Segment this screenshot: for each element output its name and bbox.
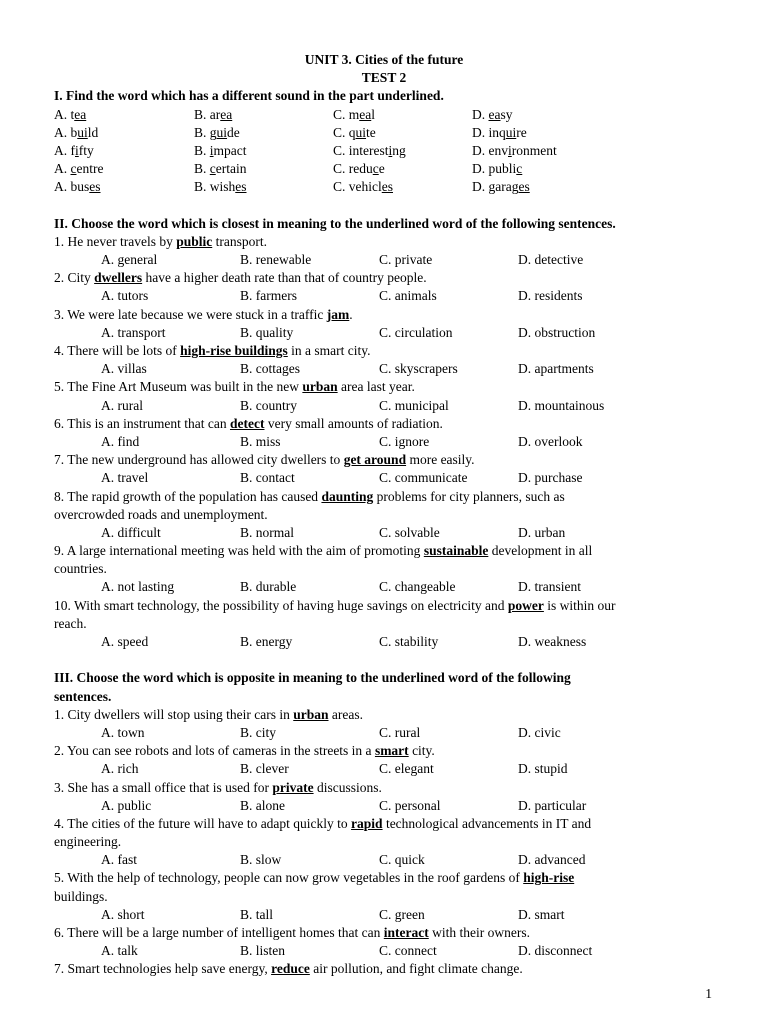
answer-options bbox=[54, 942, 714, 960]
question-pre: reach. bbox=[54, 615, 87, 631]
underlined-word: reduce bbox=[271, 961, 310, 977]
sound-option-a bbox=[54, 178, 101, 196]
option-prefix: A. bus bbox=[54, 179, 90, 195]
answer-options bbox=[54, 469, 714, 487]
underlined-sound: ea bbox=[74, 106, 87, 122]
sound-option-c bbox=[333, 142, 406, 160]
question-pre: 4. There will be lots of bbox=[54, 343, 181, 358]
option-prefix: D. garag bbox=[472, 179, 519, 195]
answer-option: D. civic bbox=[518, 724, 561, 740]
sound-item-row bbox=[54, 106, 714, 124]
underlined-word: high-rise buildings bbox=[180, 343, 288, 358]
answer-option: A. tutors bbox=[101, 288, 149, 304]
question-pre: 5. With the help of technology, people can now grow vegetables in the roof gardens of bbox=[54, 870, 524, 886]
underlined-word: sustainable bbox=[423, 543, 489, 559]
underlined-word: power bbox=[507, 597, 544, 613]
underlined-sound: i bbox=[75, 142, 79, 158]
answer-option: A. find bbox=[101, 433, 140, 449]
answer-option: D. stupid bbox=[518, 761, 568, 777]
answer-option: B. country bbox=[240, 397, 297, 413]
question-pre: 2. You can see robots and lots of cameras in the streets in a bbox=[54, 743, 375, 759]
question-post: in a smart city. bbox=[287, 343, 371, 358]
answer-option: A. short bbox=[101, 906, 145, 922]
answer-options bbox=[54, 578, 714, 596]
sound-option-d bbox=[472, 124, 527, 142]
question-text bbox=[54, 742, 714, 760]
option-prefix: A. f bbox=[54, 142, 75, 158]
sound-option-a bbox=[54, 142, 94, 160]
answer-option: C. connect bbox=[379, 943, 437, 959]
underlined-sound: i bbox=[388, 142, 393, 158]
sound-item-row bbox=[54, 178, 714, 196]
answer-option: C. rural bbox=[379, 724, 421, 740]
question-post: very small amounts of radiation. bbox=[264, 415, 443, 431]
answer-option: C. elegant bbox=[379, 761, 434, 777]
option-prefix: D. inq bbox=[472, 124, 506, 140]
answer-option: C. changeable bbox=[379, 579, 456, 595]
question-text bbox=[54, 269, 714, 287]
answer-options bbox=[54, 851, 714, 869]
underlined-sound: es bbox=[89, 179, 101, 195]
question-pre: 6. This is an instrument that can bbox=[54, 415, 230, 431]
sound-option-b bbox=[194, 178, 247, 196]
question-post: is within our bbox=[543, 597, 616, 613]
option-suffix: entre bbox=[76, 161, 104, 177]
section1-items bbox=[54, 106, 714, 197]
underlined-sound: ui bbox=[216, 124, 228, 140]
answer-options bbox=[54, 287, 714, 305]
option-prefix: D. bbox=[472, 106, 489, 122]
option-suffix: ng bbox=[392, 142, 406, 158]
underlined-sound: ui bbox=[355, 124, 367, 140]
option-prefix: A. t bbox=[54, 106, 75, 122]
answer-option: B. cottages bbox=[240, 361, 300, 377]
answer-option: A. villas bbox=[101, 361, 147, 377]
option-prefix: A. b bbox=[54, 124, 78, 140]
answer-option: D. detective bbox=[518, 252, 584, 268]
option-suffix: de bbox=[227, 124, 240, 140]
sound-option-b bbox=[194, 106, 232, 124]
question-text bbox=[54, 560, 714, 578]
answer-option: B. normal bbox=[240, 524, 294, 540]
answer-option: B. durable bbox=[240, 579, 297, 595]
answer-options bbox=[54, 360, 714, 378]
answer-option: C. green bbox=[379, 906, 425, 922]
option-suffix: ronment bbox=[511, 142, 557, 158]
sound-option-c bbox=[333, 106, 375, 124]
question-text bbox=[54, 506, 714, 524]
question-pre: 9. A large international meeting was held with the aim of promoting bbox=[54, 543, 424, 559]
option-prefix: C. redu bbox=[333, 161, 373, 177]
section2-heading: II. Choose the word which is closest in meaning to the underlined word of the following sentences. bbox=[54, 215, 616, 231]
underlined-word: get around bbox=[343, 452, 407, 468]
answer-options bbox=[54, 524, 714, 542]
question-text bbox=[54, 415, 714, 433]
answer-option: D. weakness bbox=[518, 634, 587, 649]
sound-option-c bbox=[333, 178, 393, 196]
option-suffix: re bbox=[516, 124, 527, 140]
answer-options bbox=[54, 797, 714, 815]
question-pre: overcrowded roads and unemployment. bbox=[54, 506, 268, 522]
answer-option: B. contact bbox=[240, 470, 295, 486]
underlined-sound: ui bbox=[77, 124, 88, 140]
answer-option: B. alone bbox=[240, 797, 285, 813]
answer-option: A. speed bbox=[101, 634, 149, 649]
underlined-word: dwellers bbox=[94, 270, 143, 286]
answer-option: D. particular bbox=[518, 797, 587, 813]
underlined-word: high-rise bbox=[523, 870, 575, 886]
option-suffix: sy bbox=[500, 106, 513, 122]
test-subtitle: TEST 2 bbox=[361, 70, 407, 86]
answer-options bbox=[54, 397, 714, 415]
question-pre: countries. bbox=[54, 561, 107, 577]
question-pre: 1. He never travels by bbox=[54, 233, 177, 249]
section3-heading-line2: sentences. bbox=[54, 688, 112, 704]
option-prefix: C. vehicl bbox=[333, 179, 382, 195]
answer-option: D. overlook bbox=[518, 433, 583, 449]
underlined-word: urban bbox=[302, 379, 338, 395]
answer-options bbox=[54, 324, 714, 342]
question-text bbox=[54, 888, 714, 906]
section3-heading-line1: III. Choose the word which is opposite in meaning to the underlined word of the following bbox=[54, 670, 571, 686]
sound-option-d bbox=[472, 178, 530, 196]
question-pre: 7. Smart technologies help save energy, bbox=[54, 961, 272, 977]
option-prefix: B. wish bbox=[194, 179, 236, 195]
underlined-sound: ea bbox=[488, 106, 501, 122]
underlined-word: detect bbox=[229, 415, 265, 431]
question-text bbox=[54, 960, 714, 978]
answer-option: A. public bbox=[101, 797, 152, 813]
question-text bbox=[54, 306, 714, 324]
sound-option-c bbox=[333, 124, 376, 142]
answer-option: C. personal bbox=[379, 797, 441, 813]
question-text bbox=[54, 833, 714, 851]
answer-option: A. not lasting bbox=[101, 579, 175, 595]
underlined-word: smart bbox=[374, 743, 409, 759]
question-post: development in all bbox=[488, 543, 593, 559]
underlined-sound: i bbox=[209, 142, 214, 158]
question-pre: 7. The new underground has allowed city dwellers to bbox=[54, 452, 344, 468]
answer-option: D. obstruction bbox=[518, 324, 596, 340]
question-text bbox=[54, 378, 714, 396]
question-post: areas. bbox=[328, 706, 363, 722]
underlined-word: public bbox=[176, 233, 213, 249]
answer-option: C. quick bbox=[379, 852, 425, 868]
sound-option-d bbox=[472, 160, 522, 178]
option-prefix: C. m bbox=[333, 106, 360, 122]
option-prefix: B. g bbox=[194, 124, 217, 140]
question-pre: 8. The rapid growth of the population has caused bbox=[54, 488, 322, 504]
question-pre: buildings. bbox=[54, 888, 108, 904]
answer-option: A. general bbox=[101, 252, 158, 268]
answer-option: D. urban bbox=[518, 524, 566, 540]
question-pre: 5. The Fine Art Museum was built in the new bbox=[54, 379, 303, 395]
underlined-sound: i bbox=[508, 142, 512, 158]
section2-questions bbox=[54, 233, 714, 651]
sound-option-d bbox=[472, 106, 513, 124]
answer-option: C. municipal bbox=[379, 397, 449, 413]
underlined-word: daunting bbox=[321, 488, 374, 504]
question-post: with their owners. bbox=[428, 925, 530, 940]
answer-option: B. slow bbox=[240, 852, 282, 868]
answer-option: B. clever bbox=[240, 761, 289, 777]
answer-option: A. travel bbox=[101, 470, 149, 486]
option-suffix: ld bbox=[87, 124, 99, 140]
answer-option: C. stability bbox=[379, 634, 439, 649]
question-pre: 4. The cities of the future will have to adapt quickly to bbox=[54, 815, 352, 831]
option-prefix: D. publi bbox=[472, 161, 517, 177]
question-pre: 2. City bbox=[54, 270, 95, 286]
answer-option: D. smart bbox=[518, 906, 565, 922]
sound-option-a bbox=[54, 106, 86, 124]
question-post: have a higher death rate than that of country people. bbox=[142, 270, 427, 286]
option-suffix: l bbox=[371, 106, 376, 122]
option-suffix: fty bbox=[78, 142, 94, 158]
underlined-word: private bbox=[272, 779, 314, 795]
underlined-sound: c bbox=[209, 161, 216, 177]
answer-option: C. ignore bbox=[379, 433, 430, 449]
question-text bbox=[54, 779, 714, 797]
answer-option: D. disconnect bbox=[518, 943, 593, 959]
question-text bbox=[54, 869, 714, 887]
answer-option: A. fast bbox=[101, 852, 137, 868]
answer-option: A. talk bbox=[101, 943, 138, 959]
option-suffix: ertain bbox=[215, 161, 247, 177]
question-post: . bbox=[349, 306, 353, 322]
answer-option: A. rural bbox=[101, 397, 143, 413]
question-post: problems for city planners, such as bbox=[373, 488, 565, 504]
answer-option: D. transient bbox=[518, 579, 581, 595]
underlined-word: jam bbox=[326, 306, 350, 322]
underlined-sound: es bbox=[235, 179, 247, 195]
option-suffix: te bbox=[366, 124, 376, 140]
answer-options bbox=[54, 633, 714, 651]
question-post: air pollution, and fight climate change. bbox=[309, 961, 523, 977]
question-text bbox=[54, 542, 714, 560]
option-prefix: C. interest bbox=[333, 142, 389, 158]
underlined-sound: ea bbox=[359, 106, 372, 122]
sound-option-b bbox=[194, 142, 247, 160]
option-prefix: D. env bbox=[472, 142, 508, 158]
answer-option: B. city bbox=[240, 724, 276, 740]
answer-option: B. quality bbox=[240, 324, 294, 340]
question-text bbox=[54, 451, 714, 469]
question-post: technological advancements in IT and bbox=[382, 815, 592, 831]
question-post: area last year. bbox=[337, 379, 415, 395]
answer-option: B. tall bbox=[240, 906, 273, 922]
answer-options bbox=[54, 433, 714, 451]
question-pre: 6. There will be a large number of intelligent homes that can bbox=[54, 925, 384, 940]
sound-option-d bbox=[472, 142, 557, 160]
question-text bbox=[54, 924, 714, 942]
question-pre: engineering. bbox=[54, 834, 122, 850]
answer-options bbox=[54, 724, 714, 742]
answer-option: C. solvable bbox=[379, 524, 440, 540]
underlined-sound: es bbox=[518, 179, 530, 195]
question-text bbox=[54, 342, 714, 360]
option-prefix: A. bbox=[54, 161, 71, 177]
worksheet-page bbox=[54, 51, 714, 979]
answer-option: C. skyscrapers bbox=[379, 361, 458, 377]
sound-option-a bbox=[54, 124, 98, 142]
underlined-word: interact bbox=[383, 925, 429, 940]
answer-option: B. farmers bbox=[240, 288, 297, 304]
question-text bbox=[54, 815, 714, 833]
answer-option: D. mountainous bbox=[518, 397, 605, 413]
sound-option-b bbox=[194, 124, 240, 142]
underlined-sound: ui bbox=[505, 124, 517, 140]
section3-questions bbox=[54, 706, 714, 979]
question-text bbox=[54, 597, 714, 615]
question-text bbox=[54, 615, 714, 633]
sound-item-row bbox=[54, 124, 714, 142]
question-post: discussions. bbox=[313, 779, 382, 795]
answer-option: D. purchase bbox=[518, 470, 583, 486]
option-prefix: B. bbox=[194, 142, 210, 158]
question-pre: 1. City dwellers will stop using their cars in bbox=[54, 706, 294, 722]
unit-title: UNIT 3. Cities of the future bbox=[304, 52, 464, 67]
answer-options bbox=[54, 906, 714, 924]
sound-option-a bbox=[54, 160, 103, 178]
answer-options bbox=[54, 760, 714, 778]
answer-option: A. town bbox=[101, 724, 145, 740]
answer-option: B. renewable bbox=[240, 252, 312, 268]
answer-option: C. private bbox=[379, 252, 433, 268]
underlined-sound: es bbox=[381, 179, 393, 195]
question-post: transport. bbox=[212, 233, 267, 249]
underlined-sound: ea bbox=[220, 106, 233, 122]
answer-option: A. transport bbox=[101, 324, 166, 340]
underlined-word: urban bbox=[293, 706, 329, 722]
option-suffix: mpact bbox=[213, 142, 247, 158]
option-prefix: C. q bbox=[333, 124, 356, 140]
answer-option: D. residents bbox=[518, 288, 583, 304]
question-pre: 3. We were late because we were stuck in a traffic bbox=[54, 306, 327, 322]
answer-options bbox=[54, 251, 714, 269]
question-post: more easily. bbox=[406, 452, 475, 468]
answer-option: D. apartments bbox=[518, 361, 594, 377]
sound-option-b bbox=[194, 160, 247, 178]
question-pre: 3. She has a small office that is used for bbox=[54, 779, 273, 795]
question-text bbox=[54, 706, 714, 724]
underlined-word: rapid bbox=[351, 815, 383, 831]
underlined-sound: c bbox=[70, 161, 77, 177]
answer-option: B. energy bbox=[240, 634, 293, 649]
sound-item-row bbox=[54, 142, 714, 160]
sound-item-row bbox=[54, 160, 714, 178]
answer-option: C. circulation bbox=[379, 324, 453, 340]
answer-option: D. advanced bbox=[518, 852, 586, 868]
sound-option-c bbox=[333, 160, 385, 178]
option-prefix: B. bbox=[194, 161, 210, 177]
answer-option: C. communicate bbox=[379, 470, 468, 486]
underlined-sound: c bbox=[516, 161, 523, 177]
underlined-sound: c bbox=[372, 161, 379, 177]
option-suffix: e bbox=[378, 161, 385, 177]
section1-heading: I. Find the word which has a different sound in the part underlined. bbox=[54, 88, 444, 104]
question-text bbox=[54, 233, 714, 251]
answer-option: B. miss bbox=[240, 433, 281, 449]
question-pre: 10. With smart technology, the possibility of having huge savings on electricity and bbox=[54, 597, 508, 613]
answer-option: A. difficult bbox=[101, 524, 161, 540]
question-post: city. bbox=[408, 743, 435, 759]
answer-option: B. listen bbox=[240, 943, 286, 959]
option-prefix: B. ar bbox=[194, 106, 221, 122]
answer-option: C. animals bbox=[379, 288, 437, 304]
page-number: 1 bbox=[705, 986, 712, 1001]
answer-option: A. rich bbox=[101, 761, 139, 777]
question-text bbox=[54, 488, 714, 506]
